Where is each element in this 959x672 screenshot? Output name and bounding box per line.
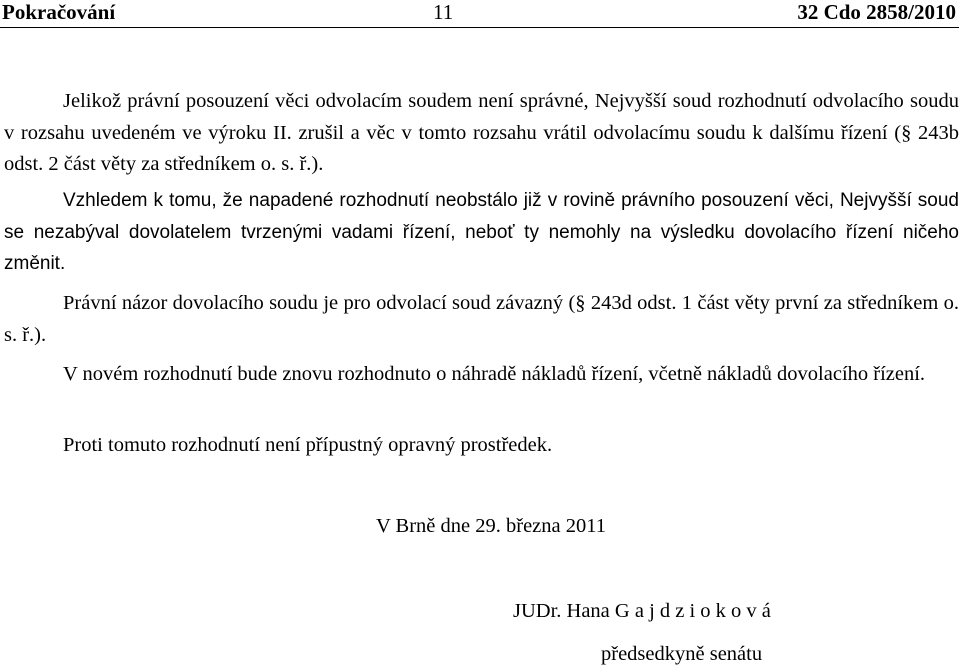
paragraph-procedural-defects: Vzhledem k tomu, že napadené rozhodnutí neobstálo již v rovině právního posouzení věci, Nejvyšší soud se nezabýval dovolatelem tvrzenými vadami řízení, neboť ty nemohly na výsledku dovolacího řízení ničeho změnit. bbox=[4, 190, 959, 274]
judge-role: předsedkyně senátu bbox=[601, 643, 763, 665]
paragraph-no-remedy: Proti tomuto rozhodnutí není přípustný opravný prostředek. bbox=[63, 434, 553, 456]
continuation-label: Pokračování bbox=[2, 0, 116, 24]
judge-name: JUDr. Hana G a j d z i o k o v á bbox=[513, 600, 771, 622]
paragraph-binding-opinion: Právní názor dovolacího soudu je pro odvolací soud závazný (§ 243d odst. 1 část věty první za středníkem o. s. ř.). bbox=[4, 292, 959, 346]
date-line: V Brně dne 29. března 2011 bbox=[376, 515, 606, 537]
page-header bbox=[0, 0, 959, 26]
page-number: 11 bbox=[433, 0, 454, 24]
case-number: 32 Cdo 2858/2010 bbox=[797, 0, 956, 24]
paragraph-decision: Jelikož právní posouzení věci odvolacím soudem není správné, Nejvyšší soud rozhodnutí odvolacího soudu v rozsahu uvedeném ve výroku II. zrušil a věc v tomto rozsahu vrátil odvolacímu soudu k dalšímu řízení (§ 243b odst. 2 část věty za středníkem o. s. ř.). bbox=[4, 90, 959, 175]
paragraph-costs: V novém rozhodnutí bude znovu rozhodnuto o náhradě nákladů řízení, včetně nákladů dovolacího řízení. bbox=[63, 363, 926, 385]
header-divider bbox=[0, 27, 959, 28]
